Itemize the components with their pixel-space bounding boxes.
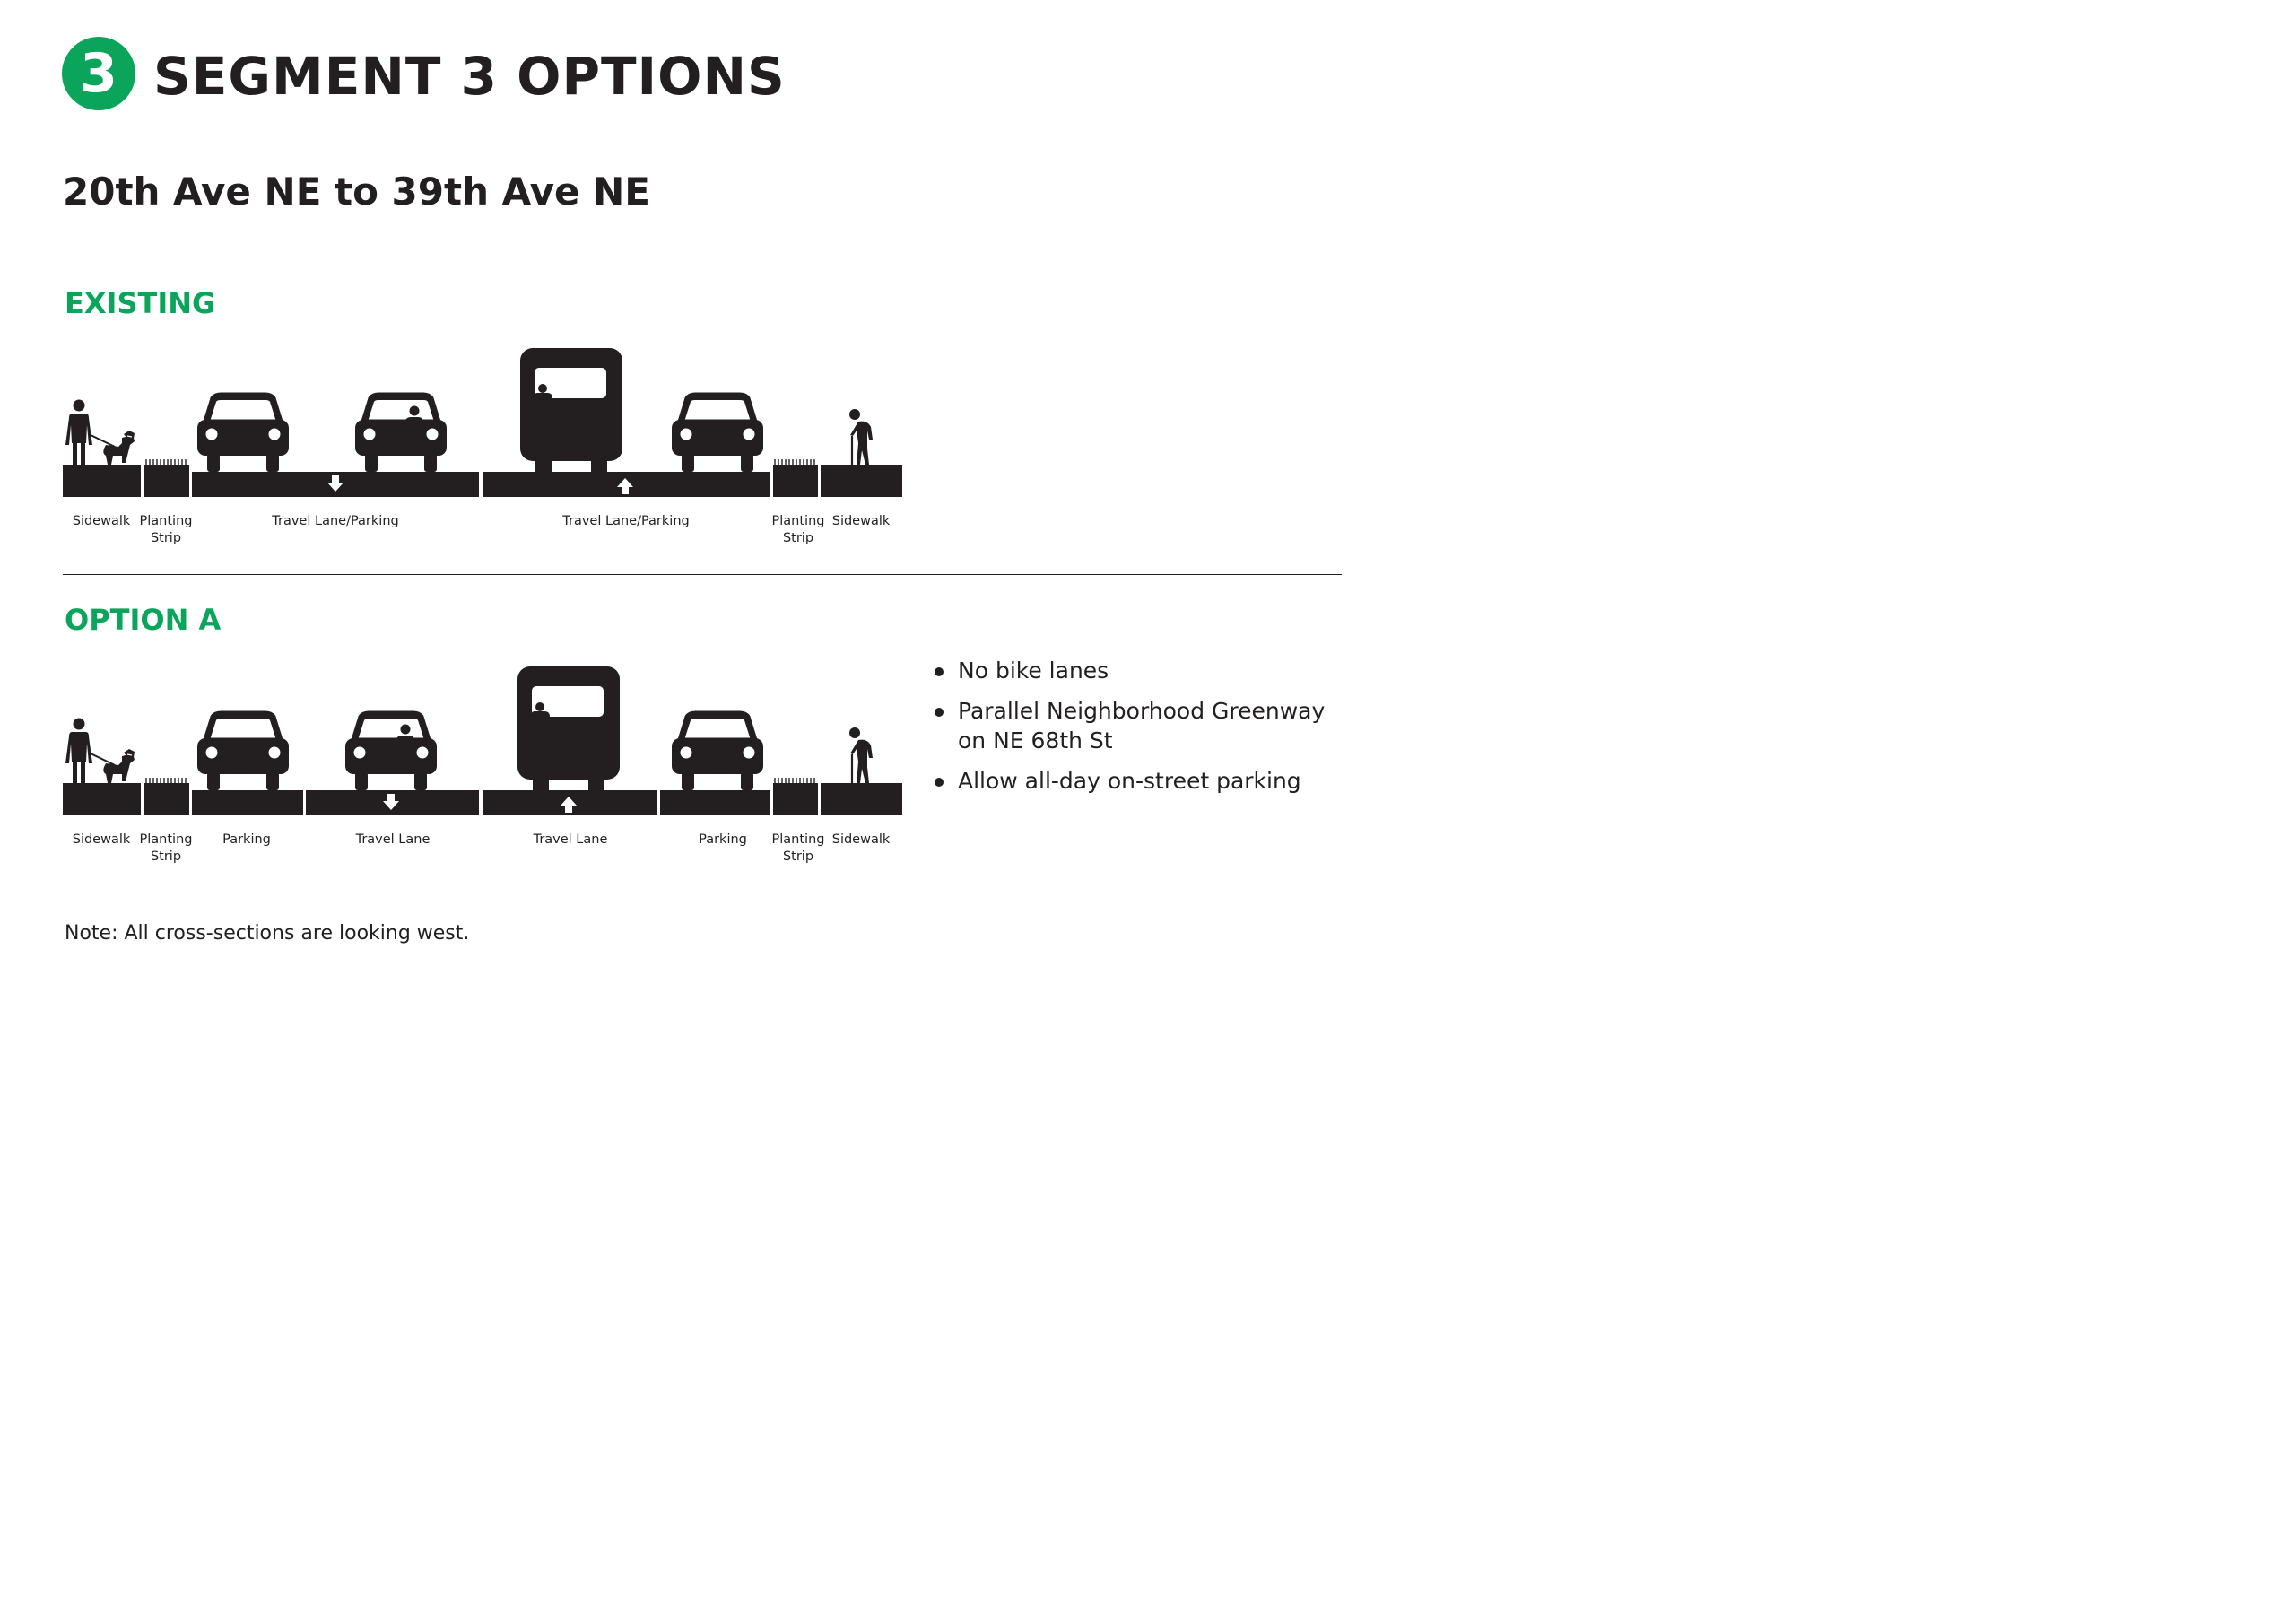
car-icon xyxy=(355,395,447,472)
existing-label-travel-lane-parking-right: Travel Lane/Parking xyxy=(562,514,690,528)
existing-heading: EXISTING xyxy=(65,286,216,320)
list-item xyxy=(933,656,1352,685)
segment-extent-subtitle: 20th Ave NE to 39th Ave NE xyxy=(63,170,650,213)
existing-label-travel-lane-parking-left: Travel Lane/Parking xyxy=(272,514,399,528)
bus-icon xyxy=(520,348,622,472)
option-a-notes-list xyxy=(933,656,1352,806)
elderly-pedestrian-with-cane-icon xyxy=(849,409,873,465)
option-a-sidewalk-right-block xyxy=(821,783,902,815)
car-icon xyxy=(197,395,289,472)
bullet-text: Parallel Neighborhood Greenway on NE 68th St xyxy=(958,698,1326,753)
elderly-pedestrian-with-cane-icon xyxy=(849,727,873,783)
option-a-label-planting-strip-right: Planting Strip xyxy=(771,832,825,864)
parked-car-icon xyxy=(672,713,763,790)
existing-label-planting-strip-left: Planting Strip xyxy=(139,514,193,545)
existing-planting-strip-right xyxy=(773,459,818,497)
bullet-icon xyxy=(935,667,944,676)
option-a-label-travel-lane-right: Travel Lane xyxy=(533,832,608,847)
existing-label-sidewalk-right: Sidewalk xyxy=(831,514,891,528)
option-a-label-sidewalk-right: Sidewalk xyxy=(831,832,891,847)
list-item xyxy=(933,766,1352,796)
pedestrian-with-dog-icon xyxy=(65,719,135,784)
option-a-planting-strip-left xyxy=(144,778,189,815)
bus-icon xyxy=(517,666,620,790)
existing-label-planting-strip-right: Planting Strip xyxy=(771,514,825,545)
existing-cross-section xyxy=(63,348,902,497)
list-item xyxy=(933,696,1352,755)
option-a-label-parking-left: Parking xyxy=(222,832,271,847)
bullet-icon xyxy=(935,778,944,787)
option-a-heading: OPTION A xyxy=(65,603,222,637)
option-a-label-parking-right: Parking xyxy=(699,832,747,847)
segment-number-badge: 3 xyxy=(62,37,135,110)
footnote: Note: All cross-sections are looking west. xyxy=(65,922,470,945)
existing-label-sidewalk-left: Sidewalk xyxy=(72,514,131,528)
option-a-parking-left-block xyxy=(192,790,303,815)
existing-planting-strip-left xyxy=(144,459,189,497)
car-icon xyxy=(345,713,437,790)
pedestrian-with-dog-icon xyxy=(65,400,135,466)
option-a-label-sidewalk-left: Sidewalk xyxy=(72,832,131,847)
existing-sidewalk-right-block xyxy=(821,465,902,497)
option-a-sidewalk-left-block xyxy=(63,783,141,815)
page-title: SEGMENT 3 OPTIONS xyxy=(153,46,786,107)
option-a-cross-section xyxy=(63,666,902,815)
bullet-text: No bike lanes xyxy=(958,658,1109,684)
bullet-text: Allow all-day on-street parking xyxy=(958,768,1301,794)
option-a-parking-right-block xyxy=(660,790,770,815)
existing-sidewalk-left-block xyxy=(63,465,141,497)
option-a-label-travel-lane-left: Travel Lane xyxy=(355,832,430,847)
car-icon xyxy=(672,395,763,472)
option-a-planting-strip-right xyxy=(773,778,818,815)
bullet-icon xyxy=(935,708,944,717)
parked-car-icon xyxy=(197,713,289,790)
option-a-label-planting-strip-left: Planting Strip xyxy=(139,832,193,864)
